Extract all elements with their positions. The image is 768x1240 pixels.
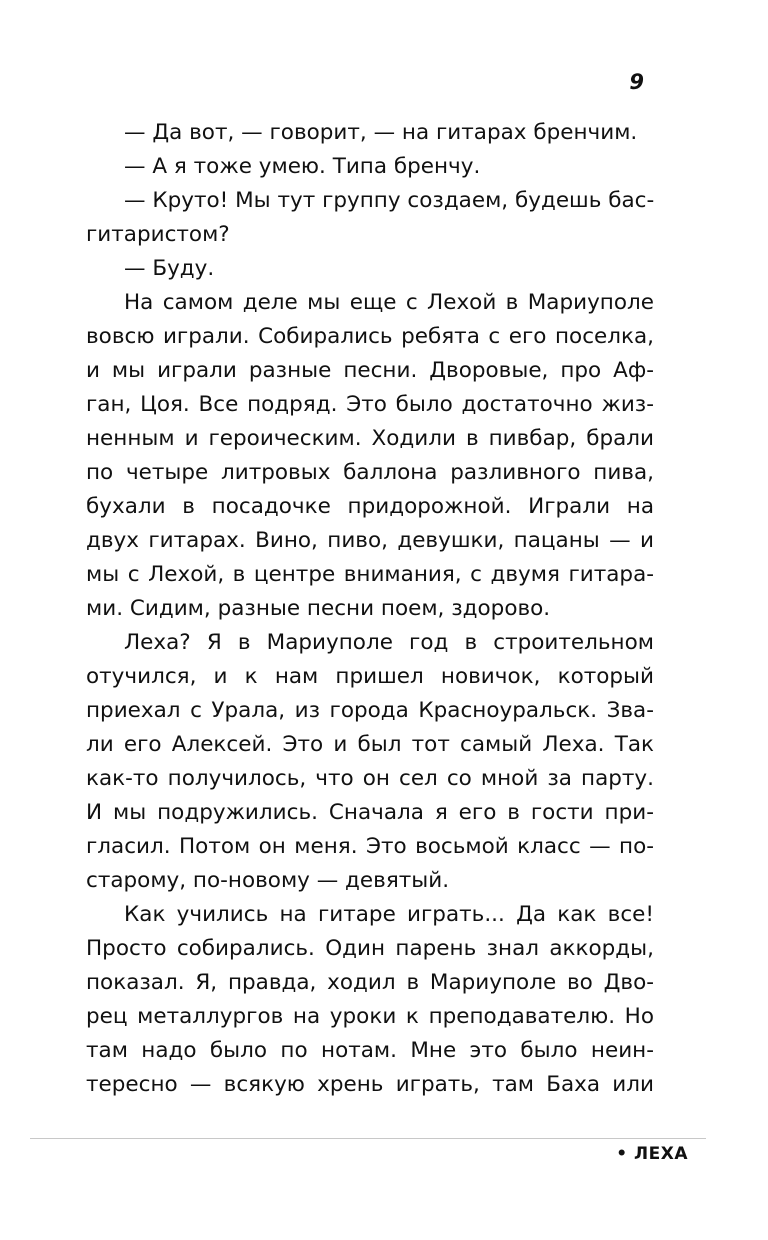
text-line: гитаристом?	[86, 222, 230, 247]
text-line: — Буду.	[124, 256, 215, 281]
text-line: Просто собирались. Один парень знал аккорды,	[86, 936, 654, 961]
text-line: И мы подружились. Сначала я его в гости при-	[86, 800, 654, 825]
text-line: там надо было по нотам. Мне это было неин-	[86, 1038, 654, 1063]
text-line: по четыре литровых баллона разливного пива,	[86, 460, 654, 485]
text-line: ли его Алексей. Это и был тот самый Леха. Так	[86, 732, 654, 757]
text-line: приехал с Урала, из города Красноуральск. Зва-	[86, 698, 654, 723]
text-line: Леха? Я в Мариуполе год в строительном	[124, 630, 654, 655]
text-line: как-то получилось, что он сел со мной за парту.	[86, 766, 654, 791]
page-number: 9	[629, 70, 644, 94]
text-line: и мы играли разные песни. Дворовые, про Аф-	[86, 358, 654, 383]
text-line: тересно — всякую хрень играть, там Баха или	[86, 1072, 654, 1097]
text-line: — Да вот, — говорит, — на гитарах бренчим.	[124, 120, 638, 145]
text-line: показал. Я, правда, ходил в Мариуполе во Дво-	[86, 970, 654, 995]
text-line: ненным и героическим. Ходили в пивбар, брали	[86, 426, 654, 451]
text-line: бухали в посадочке придорожной. Играли на	[86, 494, 654, 519]
text-line: вовсю играли. Собирались ребята с его поселка,	[86, 324, 654, 349]
text-line: отучился, и к нам пришел новичок, который	[86, 664, 654, 689]
text-line: двух гитарах. Вино, пиво, девушки, пацаны — и	[86, 528, 654, 553]
text-line: — А я тоже умею. Типа бренчу.	[124, 154, 481, 179]
text-line: гласил. Потом он меня. Это восьмой класс — по-	[86, 834, 654, 859]
book-text	[86, 116, 654, 1102]
running-footer: • ЛЕХА	[616, 1144, 688, 1164]
text-line: мы с Лехой, в центре внимания, с двумя гитара-	[86, 562, 654, 587]
text-line: ми. Сидим, разные песни поем, здорово.	[86, 596, 551, 621]
text-line: старому, по-новому — девятый.	[86, 868, 450, 893]
text-line: Как учились на гитаре играть... Да как все!	[124, 902, 654, 927]
text-line: ган, Цоя. Все подряд. Это было достаточно жиз-	[86, 392, 654, 417]
text-line: — Круто! Мы тут группу создаем, будешь бас-	[124, 188, 655, 213]
text-line: На самом деле мы еще с Лехой в Мариуполе	[124, 290, 654, 315]
text-line: рец металлургов на уроки к преподавателю. Но	[86, 1004, 654, 1029]
footer-divider	[30, 1138, 706, 1139]
